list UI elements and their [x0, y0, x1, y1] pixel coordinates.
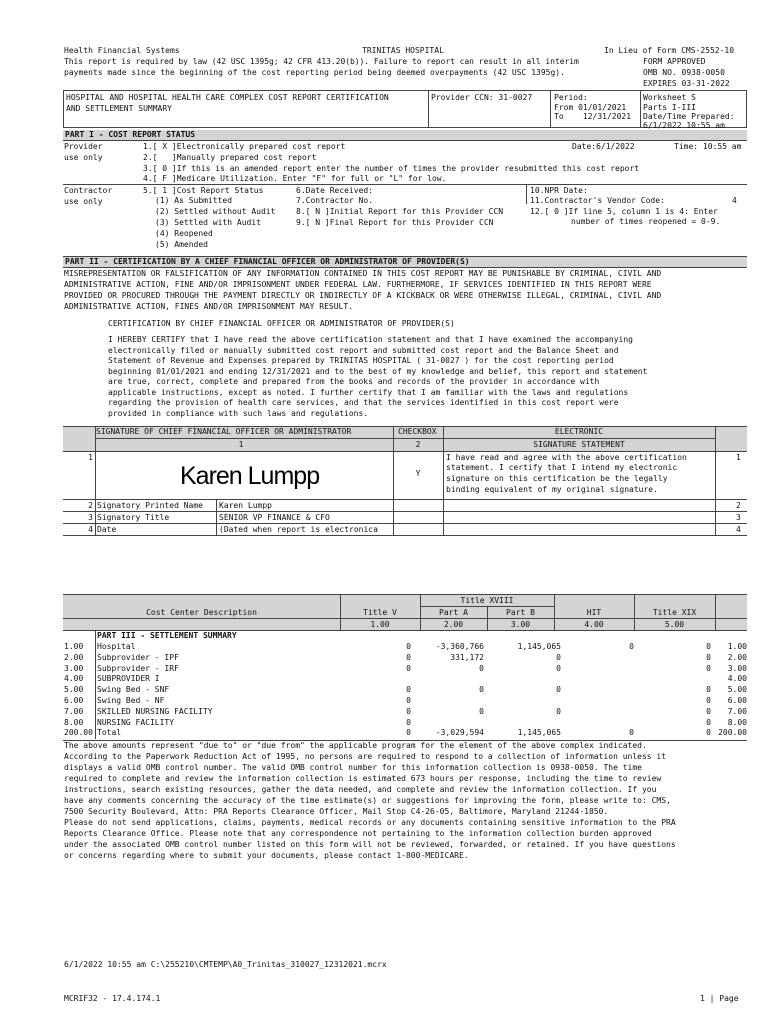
settlement-cell-a: 0 [479, 664, 484, 673]
certification-line-3: Statement of Revenue and Expenses prepared by TRINITAS HOSPITAL ( 31-0027 ) for the cost reporting period [108, 356, 614, 365]
part3-heading: PART III - SETTLEMENT SUMMARY [97, 631, 237, 640]
footer-page: 1 | Page [700, 994, 739, 1003]
pra-line-8: Reports Clearance Office. Please note that any correspondence not pertaining to the information collection burden approved [64, 829, 652, 838]
worksheet-label: Worksheet S [643, 93, 696, 102]
pra-line-6: 7500 Security Boulevard, Attn: PRA Reports Clearance Officer, Mail Stop C4-26-05, Baltimore, Maryland 21244-1850. [64, 807, 609, 816]
settlement-cell-a: 0 [479, 707, 484, 716]
settlement-cell-a: -3,029,594 [435, 728, 484, 737]
provider-use-label-2: use only [64, 153, 103, 162]
settlement-cell-xix: 0 [706, 653, 711, 662]
approval-line-2: OMB NO. 0938-0050 [643, 68, 725, 77]
provider-ccn: Provider CCN: 31-0027 [431, 93, 533, 102]
status-option-1: (1) As Submitted [155, 196, 233, 205]
settlement-row-description: NURSING FACILITY [97, 718, 175, 727]
title-v-column-number: 1.00 [370, 620, 390, 629]
settlement-line-number: 7.00 [64, 707, 84, 716]
title-xviii-header: Title XVIII [460, 596, 514, 605]
settlement-cell-a: 0 [479, 685, 484, 694]
approval-line-3: EXPIRES 03-31-2022 [643, 79, 730, 88]
settlement-line-number: 200.00 [64, 728, 93, 737]
form-reference: In Lieu of Form CMS-2552-10 [604, 46, 735, 55]
title-row-right-number: 3 [736, 513, 741, 522]
certification-line-5: are true, correct, complete and prepared from the books and records of the provider in accordance with [108, 377, 600, 386]
signature-column-number: 1 [238, 440, 244, 449]
contractor-use-label-2: use only [64, 197, 103, 206]
item-7-contractor-no: 7.Contractor No. [296, 196, 374, 205]
settlement-row-description: Total [97, 728, 122, 737]
settlement-line-number-right: 7.00 [727, 707, 747, 716]
pra-line-9: under the associated OMB control number listed on this form will not be reviewed, forwarded, or retained. If you have questions [64, 840, 676, 849]
status-option-2: (2) Settled without Audit [155, 207, 276, 216]
statement-line-3: signature on this certification be the legally [446, 474, 668, 483]
pra-line-1: According to the Paperwork Reduction Act of 1995, no persons are required to respond to a collection of information unless it [64, 752, 667, 761]
title-xix-column-number: 5.00 [664, 620, 685, 629]
printed-name-value: Karen Lumpp [219, 501, 272, 510]
item-8-initial-report: 8.[ N ]Initial Report for this Provider CCN [296, 207, 504, 216]
settlement-cell-v: 0 [406, 728, 411, 737]
part-a-header: Part A [439, 608, 468, 617]
status-option-3: (3) Settled with Audit [155, 218, 261, 227]
signature-row-number: 1 [88, 453, 93, 462]
status-option-4: (4) Reopened [155, 229, 213, 238]
prepared-label: Date/Time Prepared: [643, 112, 735, 121]
system-name: Health Financial Systems [64, 46, 180, 55]
settlement-line-number-right: 6.00 [727, 696, 747, 705]
settlement-cell-v: 0 [406, 685, 411, 694]
settlement-cell-v: 0 [406, 653, 411, 662]
part1-heading: PART I - COST REPORT STATUS [65, 130, 196, 139]
date-row-right-number: 4 [736, 525, 741, 534]
item-2-manual: 2.[ ]Manually prepared cost report [143, 153, 317, 162]
settlement-cell-hit: 0 [629, 728, 634, 737]
settlement-cell-b: 0 [556, 707, 561, 716]
settlement-row-description: Subprovider - IPF [97, 653, 179, 662]
settlement-cell-a: 331,172 [450, 653, 484, 662]
item-1-electronic: 1.[ X ]Electronically prepared cost report [143, 142, 346, 151]
printed-name-row-number: 2 [88, 501, 93, 510]
report-title-2: AND SETTLEMENT SUMMARY [66, 104, 172, 113]
settlement-row-description: SUBPROVIDER I [97, 674, 160, 683]
settlement-line-number-right: 1.00 [727, 642, 747, 651]
certification-line-2: electronically filed or manually submitted cost report and submitted cost report and the Balance Sheet and [108, 346, 619, 355]
pra-line-10: or concerns regarding where to submit your documents, please contact 1-800-MEDICARE. [64, 851, 469, 860]
period-label: Period: [554, 93, 588, 102]
item-11-vendor-code: 11.Contractor's Vendor Code: [530, 196, 665, 205]
date-row-number: 4 [88, 525, 93, 534]
settlement-line-number-right: 3.00 [727, 664, 747, 673]
settlement-cell-a: -3,360,766 [435, 642, 484, 651]
approval-line-1: FORM APPROVED [643, 57, 706, 66]
settlement-cell-xix: 0 [706, 664, 711, 673]
electronic-column-header: ELECTRONIC [554, 427, 604, 436]
pra-line-7: Please do not send applications, claims, payments, medical records or any documents containing sensitive information to the PRA [64, 818, 676, 827]
settlement-cell-xix: 0 [706, 642, 711, 651]
provider-use-label-1: Provider [64, 142, 103, 151]
settlement-cell-xix: 0 [706, 728, 711, 737]
item-12-reopened-note: number of times reopened = 0-9. [571, 217, 721, 226]
item-5-status: 5.[ 1 ]Cost Report Status [143, 186, 264, 195]
part-b-column-number: 3.00 [510, 620, 531, 629]
settlement-cell-b: 0 [556, 685, 561, 694]
settlement-line-number: 2.00 [64, 653, 84, 662]
hit-header: HIT [586, 608, 602, 617]
date-value: (Dated when report is electronica [219, 525, 378, 534]
warning-line-4: ADMINISTRATIVE ACTION, FINES AND/OR IMPRISONMENT MAY RESULT. [64, 302, 353, 311]
date-label: Date [97, 525, 117, 534]
settlement-row-description: Swing Bed - SNF [97, 685, 170, 694]
period-to: To 12/31/2021 [554, 112, 632, 121]
settlement-row-description: Swing Bed - NF [97, 696, 165, 705]
settlement-line-number: 5.00 [64, 685, 84, 694]
signatory-title-value: SENIOR VP FINANCE & CFO [219, 513, 330, 522]
settlement-cell-b: 1,145,065 [517, 728, 561, 737]
amounts-note: The above amounts represent "due to" or "due from" the applicable program for the element of the above complex indicated. [64, 741, 647, 750]
checkbox-column-header: CHECKBOX [398, 427, 437, 436]
certification-heading: CERTIFICATION BY CHIEF FINANCIAL OFFICER OR ADMINISTRATOR OF PROVIDER(S) [108, 319, 455, 328]
settlement-row-description: Subprovider - IRF [97, 664, 179, 673]
part2-heading: PART II - CERTIFICATION BY A CHIEF FINANCIAL OFFICER OR ADMINISTRATOR OF PROVIDER(S) [65, 257, 470, 266]
signature-image: Karen Lumpp [180, 462, 320, 490]
pra-line-3: required to complete and review the information collection is estimated 673 hours per response, including the time to review [64, 774, 662, 783]
pra-line-5: have any comments concerning the accuracy of the time estimate(s) or suggestions for improving the form, please write to: CMS, [64, 796, 671, 805]
certification-line-4: beginning 01/01/2021 and ending 12/31/2021 and to the best of my knowledge and belief, this report and statement [108, 367, 648, 376]
cost-center-header: Cost Center Description [146, 608, 257, 617]
warning-line-2: ADMINISTRATIVE ACTION, FINE AND/OR IMPRISONMENT UNDER FEDERAL LAW. FURTHERMORE, IF SERVICES IDENTIFIED IN THIS REPORT WERE [64, 280, 652, 289]
certification-line-6: applicable instructions, except as noted. I further certify that I am familiar with the laws and regulations [108, 388, 629, 397]
printed-name-right-number: 2 [736, 501, 741, 510]
settlement-cell-hit: 0 [629, 642, 634, 651]
part-a-column-number: 2.00 [443, 620, 464, 629]
printed-name-label: Signatory Printed Name [97, 501, 203, 510]
footer-file-path: 6/1/2022 10:55 am C:\255210\CMTEMP\A0_Trinitas_310027_12312021.mcrx [64, 960, 387, 969]
settlement-row-description: Hospital [97, 642, 136, 651]
certification-line-8: provided in compliance with such laws and regulations. [108, 409, 369, 418]
certification-line-7: regarding the provision of health care services, and that the services identified in this cost report were [108, 398, 619, 407]
pra-line-2: displays a valid OMB control number. The valid OMB control number for this information collection is 0938-0050. The time [64, 763, 642, 772]
title-v-header: Title V [363, 608, 397, 617]
settlement-line-number: 3.00 [64, 664, 84, 673]
checkbox-value: Y [415, 469, 421, 478]
statement-line-1: I have read and agree with the above certification [446, 453, 687, 462]
settlement-cell-b: 0 [556, 664, 561, 673]
settlement-line-number: 6.00 [64, 696, 84, 705]
settlement-line-number-right: 4.00 [727, 674, 747, 683]
item-4-utilization: 4.[ F ]Medicare Utilization. Enter "F" for full or "L" for low. [143, 174, 447, 183]
item-3-amended: 3.[ 0 ]If this is an amended report enter the number of times the provider resubmitted this cost report [143, 164, 640, 173]
title-row-number: 3 [88, 513, 93, 522]
signature-column-header: SIGNATURE OF CHIEF FINANCIAL OFFICER OR ADMINISTRATOR [96, 427, 352, 436]
footer-version: MCRIF32 - 17.4.174.1 [64, 994, 161, 1003]
hospital-name: TRINITAS HOSPITAL [362, 46, 444, 55]
settlement-cell-xix: 0 [706, 696, 711, 705]
settlement-cell-xix: 0 [706, 685, 711, 694]
settlement-cell-b: 0 [556, 653, 561, 662]
item-12-reopened: 12.[ 0 ]If line 5, column 1 is 4: Enter [530, 207, 718, 216]
settlement-cell-v: 0 [406, 718, 411, 727]
period-from: From 01/01/2021 [554, 103, 627, 112]
prepared-value: 6/1/2022 10:55 am [643, 121, 725, 130]
settlement-cell-xix: 0 [706, 718, 711, 727]
settlement-line-number-right: 200.00 [718, 728, 747, 737]
pra-line-4: instructions, search existing resources, gather the data needed, and complete and review the information collection. If you [64, 785, 657, 794]
status-option-5: (5) Amended [155, 240, 208, 249]
settlement-cell-v: 0 [406, 707, 411, 716]
settlement-cell-v: 0 [406, 642, 411, 651]
signatory-title-label: Signatory Title [97, 513, 170, 522]
contractor-use-label-1: Contractor [64, 186, 113, 195]
checkbox-column-number: 2 [415, 440, 421, 449]
hit-column-number: 4.00 [584, 620, 604, 629]
settlement-cell-v: 0 [406, 664, 411, 673]
settlement-line-number-right: 5.00 [727, 685, 747, 694]
settlement-cell-xix: 0 [706, 707, 711, 716]
settlement-line-number: 4.00 [64, 674, 84, 683]
settlement-cell-b: 1,145,065 [517, 642, 561, 651]
item-1-date: Date:6/1/2022 [572, 142, 635, 151]
title-xix-header: Title XIX [652, 608, 697, 617]
statement-line-4: binding equivalent of my original signature. [446, 485, 658, 494]
settlement-cell-v: 0 [406, 696, 411, 705]
notice-line-2: payments made since the beginning of the cost reporting period being deemed overpayments (42 USC 1395g). [64, 68, 565, 77]
settlement-line-number-right: 2.00 [727, 653, 747, 662]
signature-statement-header: SIGNATURE STATEMENT [533, 440, 625, 449]
signature-row-right-number: 1 [736, 453, 741, 462]
item-6-date-received: 6.Date Received: [296, 186, 374, 195]
worksheet-parts: Parts I-III [643, 103, 696, 112]
settlement-row-description: SKILLED NURSING FACILITY [97, 707, 213, 716]
statement-line-2: statement. I certify that I intend my electronic [446, 463, 678, 472]
item-9-final-report: 9.[ N ]Final Report for this Provider CCN [296, 218, 494, 227]
item-1-time: Time: 10:55 am [674, 142, 742, 151]
item-10-npr-date: 10.NPR Date: [530, 186, 588, 195]
settlement-line-number: 8.00 [64, 718, 84, 727]
part-b-header: Part B [506, 608, 535, 617]
settlement-line-number: 1.00 [64, 642, 84, 651]
certification-line-1: I HEREBY CERTIFY that I have read the above certification statement and that I have examined the accompanying [108, 335, 633, 344]
warning-line-1: MISREPRESENTATION OR FALSIFICATION OF ANY INFORMATION CONTAINED IN THIS COST REPORT MAY BE PUNISHABLE BY CRIMINAL, CIVIL AND [64, 269, 662, 278]
notice-line-1: This report is required by law (42 USC 1395g; 42 CFR 413.20(b)). Failure to report can result in all interim [64, 57, 579, 66]
warning-line-3: PROVIDED OR PROCURED THROUGH THE PAYMENT DIRECTLY OR INDIRECTLY OF A KICKBACK OR WERE OTHERWISE ILLEGAL, CRIMINAL, CIVIL AND [64, 291, 662, 300]
report-title-1: HOSPITAL AND HOSPITAL HEALTH CARE COMPLEX COST REPORT CERTIFICATION [66, 93, 389, 102]
item-11-value: 4 [732, 196, 737, 205]
settlement-line-number-right: 8.00 [727, 718, 747, 727]
